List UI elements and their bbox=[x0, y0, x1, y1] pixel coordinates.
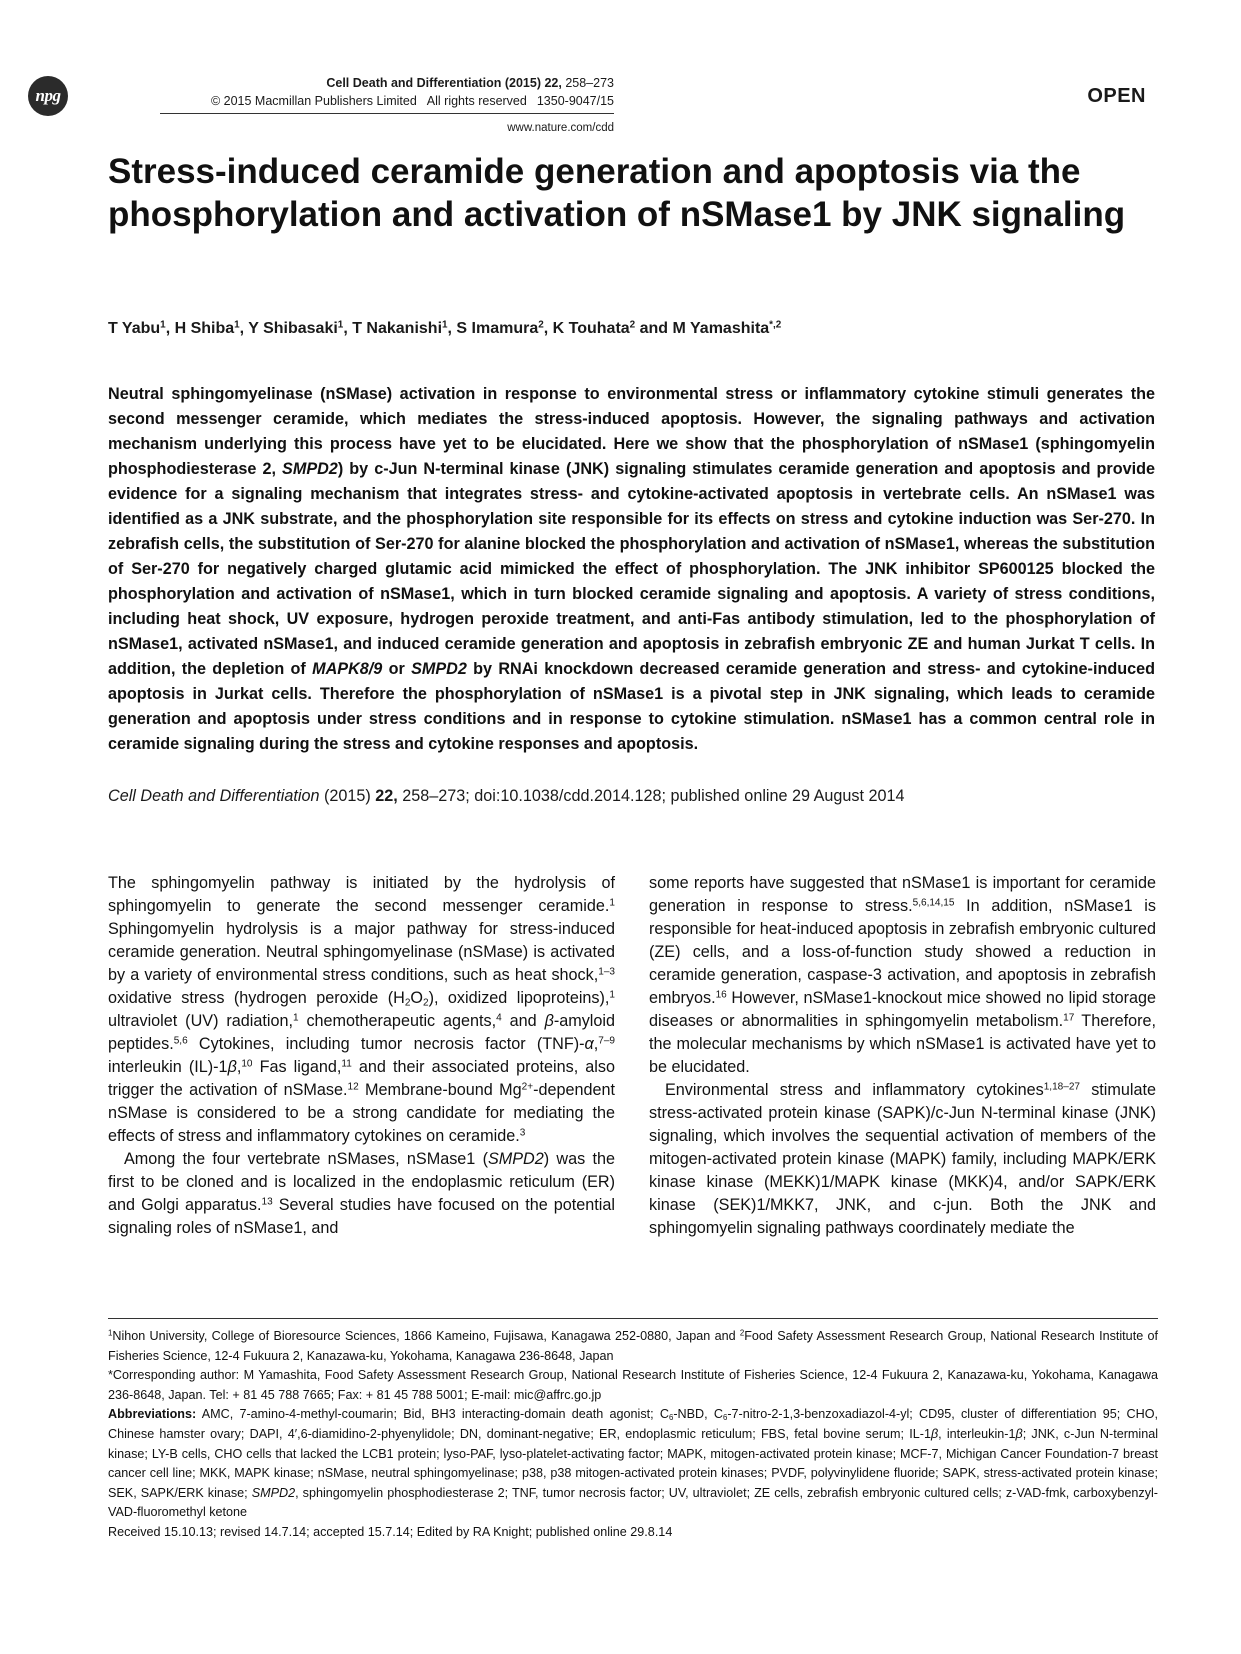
open-access-badge: OPEN bbox=[1087, 85, 1146, 107]
citation-details: 258–273; doi:10.1038/cdd.2014.128; published online 29 August 2014 bbox=[397, 787, 905, 805]
footnote-rule bbox=[108, 1318, 1158, 1319]
article-title: Stress-induced ceramide generation and apoptosis via the phosphorylation and activation of nSMase1 by JNK signaling bbox=[108, 152, 1126, 234]
reference-marker[interactable]: 3 bbox=[519, 1127, 526, 1139]
gene-name: SMPD2 bbox=[282, 460, 338, 478]
reference-marker[interactable]: 17 bbox=[1063, 1012, 1075, 1024]
reference-marker[interactable]: 10 bbox=[241, 1058, 253, 1070]
author-name: K Touhata bbox=[552, 320, 630, 337]
abstract-text: ) by c-Jun N-terminal kinase (JNK) signaling stimulates ceramide generation and apoptosis and provide evidence for a signaling mechanism that integrates stress- and cytokine-activated apoptosis in vertebrate cells. An nSMase1 was identified as a JNK substrate, and the phosphorylation site responsible for its effects on stress and cytokine induction was Ser-270. In zebrafish cells, the substitution of Ser-270 for alanine blocked the phosphorylation and activation of nSMase1, whereas the substitution of Ser-270 for negatively charged glutamic acid mimicked the effect of phosphorylation. The JNK inhibitor SP600125 blocked the phosphorylation and activation of nSMase1, which in turn blocked ceramide signaling and apoptosis. A variety of stress conditions, including heat shock, UV exposure, hydrogen peroxide treatment, and anti-Fas antibody stimulation, led to the phosphorylation of nSMase1, activated nSMase1, and induced ceramide generation and apoptosis in zebrafish embryonic ZE and human Jurkat T cells. In addition, the depletion of bbox=[108, 460, 1155, 678]
abstract-text: Neutral sphingomyelinase (nSMase) activation in response to environmental stress or inflammatory cytokine stimuli generates the second messenger ceramide, which mediates the stress-induced apoptosis. However, the signaling pathways and activation mechanism underlying this process have yet to be elucidated. Here we show that the phosphorylation of nSMase1 (sphingomyelin phosphodiesterase 2, bbox=[108, 385, 1155, 478]
journal-pages: 258–273 bbox=[565, 76, 614, 90]
body-paragraph: Among the four vertebrate nSMases, nSMase1 (SMPD2) was the first to be cloned and is localized in the endoplasmic reticulum (ER) and Golgi apparatus.$^{13}$ Several studies have focused on the potential signaling roles of nSMase1, and bbox=[108, 1150, 615, 1237]
body-column-left bbox=[108, 872, 615, 1240]
footnotes bbox=[108, 1327, 1158, 1543]
author-list bbox=[108, 320, 1158, 338]
author-separator: , bbox=[239, 320, 249, 337]
author-separator: , bbox=[343, 320, 353, 337]
journal-url-link[interactable]: www.nature.com/cdd bbox=[507, 122, 614, 134]
affiliations: $^1$Nihon University, College of Bioresource Sciences, 1866 Kameino, Fujisawa, Kanagawa 252-0880, Japan and $^2$Food Safety Assessment Research Group, National Research Institute of Fisheries Science, 12-4 Fukuura 2, Kanazawa-ku, Yokohama, Kanagawa 236-8648, Japan bbox=[108, 1328, 1158, 1363]
copyright-line bbox=[211, 94, 614, 108]
abstract-text: by RNAi knockdown decreased ceramide generation and stress- and cytokine-induced apoptosis in Jurkat cells. Therefore the phosphorylation of nSMase1 is a pivotal step in JNK signaling, which leads to ceramide generation and apoptosis under stress conditions and in response to cytokine stimulation. nSMase1 has a common central role in ceramide signaling during the stress and cytokine responses and apoptosis. bbox=[108, 660, 1155, 753]
author-affiliation-marker: 1 bbox=[160, 319, 166, 331]
corresponding-author: *Corresponding author: M Yamashita, Food Safety Assessment Research Group, National Research Institute of Fisheries Science, 12-4 Fukuura 2, Kanazawa-ku, Yokohama, Kanagawa 236-8648, Japan. Tel: + 81 45 788 7665; Fax: + 81 45 788 5001; E-mail: mic@affrc.go.jp bbox=[108, 1368, 1158, 1402]
reference-marker[interactable]: 5,6 bbox=[173, 1035, 188, 1047]
author-affiliation-marker: 1 bbox=[442, 319, 448, 331]
author-separator: , bbox=[543, 320, 553, 337]
reference-marker[interactable]: 16 bbox=[715, 989, 727, 1001]
publisher-logo: npg bbox=[28, 76, 68, 116]
reference-marker[interactable]: 5,6,14,15 bbox=[912, 897, 955, 909]
received-dates: Received 15.10.13; revised 14.7.14; accepted 15.7.14; Edited by RA Knight; published online 29.8.14 bbox=[108, 1524, 673, 1539]
gene-name: MAPK8/9 bbox=[312, 660, 383, 678]
author-affiliation-marker: 1 bbox=[234, 319, 240, 331]
body-paragraph: some reports have suggested that nSMase1 is important for ceramide generation in response to stress.$^{5,6,14,15}$ In addition, nSMase1 is responsible for heat-induced apoptosis in zebrafish embryonic cultured (ZE) cells, and a loss-of-function study showed a reduction in ceramide generation, caspase-3 activation, and apoptosis in zebrafish embryos.$^{16}$ However, nSMase1-knockout mice showed no lipid storage diseases or abnormalities in sphingomyelin metabolism.$^{17}$ Therefore, the molecular mechanisms by which nSMase1 is activated have yet to be elucidated. bbox=[649, 874, 1156, 1076]
author-name: S Imamura bbox=[456, 320, 539, 337]
journal-name: Cell Death and Differentiation (2015) 22, bbox=[326, 76, 562, 90]
author-separator: , bbox=[447, 320, 457, 337]
author-affiliation-marker: 2 bbox=[538, 319, 544, 331]
citation-volume: 22, bbox=[375, 787, 398, 805]
reference-marker[interactable]: 1,18–27 bbox=[1043, 1081, 1080, 1093]
reference-marker[interactable]: 1–3 bbox=[598, 966, 615, 978]
author-separator: and bbox=[635, 320, 673, 337]
issn: 1350-9047/15 bbox=[536, 94, 614, 108]
reference-marker[interactable]: 13 bbox=[261, 1196, 273, 1208]
reference-marker[interactable]: 1 bbox=[609, 989, 616, 1001]
gene-name: SMPD2 bbox=[411, 660, 467, 678]
reference-marker[interactable]: 11 bbox=[341, 1058, 352, 1070]
reference-marker[interactable]: 1 bbox=[609, 897, 615, 909]
author-affiliation-marker: *,2 bbox=[769, 319, 782, 331]
author-separator: , bbox=[165, 320, 175, 337]
header-rule bbox=[160, 113, 614, 114]
author-affiliation-marker: 1 bbox=[337, 319, 344, 331]
author-affiliation-marker: 2 bbox=[629, 319, 636, 331]
abbreviations: Abbreviations: AMC, 7-amino-4-methyl-coumarin; Bid, BH3 interacting-domain death agonist; $C_6$-NBD, $C_6-7-nitro-2-1,3-benzoxadiazol-4-yl$; CD95, cluster of differentiation 95; CHO, Chinese hamster ovary; DAPI, 4′,6-diamidino-2-phyenylidole; DN, dominant-negative; ER, endoplasmic reticulum; FBS, fetal bovine serum; IL-1β, interleukin-1β; JNK, c-Jun N-terminal kinase; LY-B cells, CHO cells that lacked the LCB1 protein; lyso-PAF, lyso-platelet-activating factor; MAPK, mitogen-activated protein kinase; MCF-7, Michigan Cancer Foundation-7 breast cancer cell line; MKK, MAPK kinase; nSMase, neutral sphingomyelinase; p38, p38 mitogen-activated protein kinases; PVDF, polyvinylidene fluoride; SAPK, stress-activated protein kinase; SEK, SAPK/ERK kinase; SMPD2, sphingomyelin phosphodiesterase 2; TNF, tumor necrosis factor; UV, ultraviolet; ZE cells, zebrafish embryonic cultured cells; z-VAD-fmk, carboxybenzyl-VAD-fluoromethyl ketone bbox=[108, 1407, 1158, 1520]
abstract-text: or bbox=[382, 660, 412, 678]
copyright: © 2015 Macmillan Publishers Limited bbox=[210, 94, 417, 108]
reference-marker[interactable]: 1 bbox=[292, 1012, 299, 1024]
citation-journal: Cell Death and Differentiation bbox=[108, 787, 320, 805]
reference-marker[interactable]: 12 bbox=[347, 1081, 359, 1093]
abstract bbox=[108, 382, 1155, 757]
body-paragraph: Environmental stress and inflammatory cytokines$^{1,18-27}$ stimulate stress-activated protein kinase (SAPK)/c-Jun N-terminal kinase (JNK) signaling, which involves the sequential activation of members of the mitogen-activated protein kinase (MAPK) family, including MAPK/ERK kinase kinase (MEKK)1/MAPK kinase (MKK)4, and/or SAPK/ERK kinase (SEK)1/MKK7, JNK, and c-jun. Both the JNK and sphingomyelin signaling pathways coordinately mediate the bbox=[649, 1081, 1156, 1237]
gene-name: SMPD2 bbox=[487, 1150, 544, 1168]
author-name: Y Shibasaki bbox=[248, 320, 338, 337]
body-paragraph: The sphingomyelin pathway is initiated by the hydrolysis of sphingomyelin to generate the second messenger ceramide.$^1$ Sphingomyelin hydrolysis is a major pathway for stress-induced ceramide generation. Neutral sphingomyelinase (nSMase) is activated by a variety of environmental stress conditions, such as heat shock,$^{1-3}$ oxidative stress (hydrogen peroxide $(H_2O_2)$, oxidized lipoproteins),$^1$ ultraviolet (UV) radiation,$^1$ chemotherapeutic agents,$^4$ and β-amyloid peptides.$^{5,6}$ Cytokines, including tumor necrosis factor (TNF)-α,$^{7-9}$ interleukin (IL)-1β,$^{10}$ Fas ligand,$^{11}$ and their associated proteins, also trigger the activation of nSMase.$^{12}$ Membrane-bound $Mg^{2+}$-dependent nSMase is considered to be a strong candidate for mediating the effects of stress and inflammatory cytokines on ceramide.$^3$ bbox=[108, 874, 616, 1145]
rights: All rights reserved bbox=[426, 94, 527, 108]
article-citation bbox=[108, 786, 1158, 806]
author-name: T Nakanishi bbox=[352, 320, 443, 337]
author-name: T Yabu bbox=[108, 320, 161, 337]
reference-marker[interactable]: 4 bbox=[496, 1012, 502, 1024]
author-name: H Shiba bbox=[174, 320, 235, 337]
citation-year: (2015) bbox=[319, 787, 376, 805]
reference-marker[interactable]: 7–9 bbox=[598, 1035, 615, 1047]
body-column-right bbox=[649, 872, 1156, 1240]
author-name: M Yamashita bbox=[672, 320, 770, 337]
journal-citation-header bbox=[326, 76, 614, 90]
abbreviations-label: Abbreviations: bbox=[108, 1407, 197, 1422]
